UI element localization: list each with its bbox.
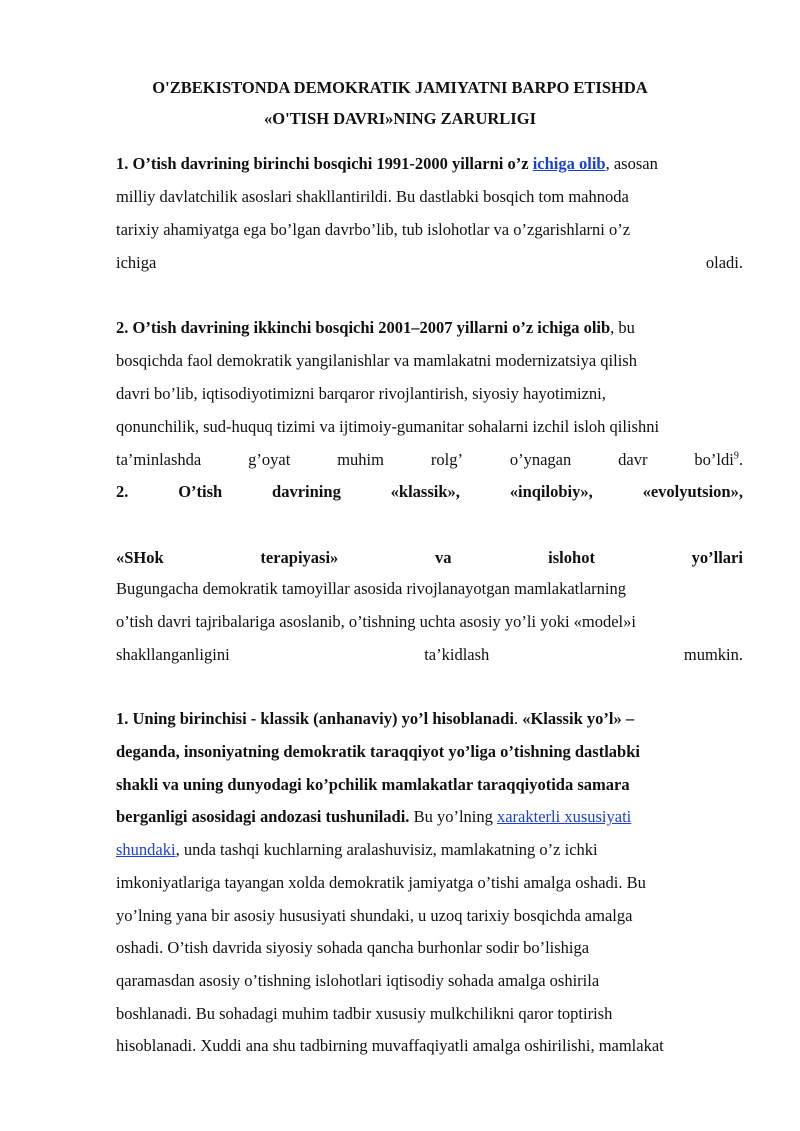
section-4-line-2: deganda, insoniyatning demokratik taraqqiyot yo’liga o’tishning dastlabki <box>116 742 640 761</box>
section-2-line-1: 2. O’tish davrining ikkinchi bosqichi 2001–2007 yillarni o’z ichiga olib, bu <box>116 318 635 337</box>
section-4-line-3: shakli va uning dunyodagi ko’pchilik mamlakatlar taraqqiyotida samara <box>116 775 630 794</box>
section-1-line-4: ichiga oladi. <box>116 253 743 272</box>
section-2-line-4: qonunchilik, sud-huquq tizimi va ijtimoiy-gumanitar sohalarni izchil isloh qilishni <box>116 417 660 436</box>
heading-2-line-1: 2. O’tish davrining «klassik», «inqilobiy», «evolyutsion», <box>116 482 743 501</box>
ichiga-olib-link[interactable]: ichiga olib <box>532 154 606 173</box>
heading-2-line-2: «SHok terapiyasi» va islohot yo’llari <box>116 548 743 567</box>
section-4-line-9: qaramasdan asosiy o’tishning islohotlari iqtisodiy sohada amalga oshirila <box>116 971 600 990</box>
section-1-line-1: 1. O’tish davrining birinchi bosqichi 1991-2000 yillarni o’z ichiga olib, asosan <box>116 154 658 173</box>
document-title-line-2: «O'TISH DAVRI»NING ZARURLIGI <box>263 109 536 128</box>
section-4-line-1: 1. Uning birinchisi - klassik (anhanaviy) yo’l hisoblanadi. «Klassik yo’l» – <box>116 709 635 728</box>
section-4-line-10: boshlanadi. Bu sohadagi muhim tadbir xususiy mulkchilikni qaror toptirish <box>116 1004 613 1023</box>
document-title-line-1: O'ZBEKISTONDA DEMOKRATIK JAMIYATNI BARPO ETISHDA <box>152 78 648 97</box>
section-3-line-3: shakllanganligini ta’kidlash mumkin. <box>116 645 743 664</box>
section-2-heading: 2. O’tish davrining ikkinchi bosqichi 2001–2007 yillarni o’z ichiga olib <box>116 318 611 337</box>
section-2-line-5: ta’minlashda g’oyat muhim rolg’ o’ynagan davr bo’ldi$^9$. <box>116 450 743 469</box>
xarakterli-xususiyati-link[interactable]: xarakterli xususiyati <box>496 807 632 826</box>
section-1-heading: 1. O’tish davrining birinchi bosqichi 1991-2000 yillarni o’z <box>116 154 529 173</box>
section-4-heading: 1. Uning birinchisi - klassik (anhanaviy) yo’l hisoblanadi <box>116 709 514 728</box>
shundaki-link[interactable]: shundaki <box>116 840 176 859</box>
section-2-line-3: davri bo’lib, iqtisodiyotimizni barqaror rivojlantirish, siyosiy hayotimizni, <box>116 384 606 403</box>
section-4-line-5: shundaki, unda tashqi kuchlarning aralashuvisiz, mamlakatning o’z ichki <box>116 840 598 859</box>
section-4-line-6: imkoniyatlariga tayangan xolda demokratik jamiyatga o’tishi amalga oshadi. Bu <box>116 873 646 892</box>
footnote-ref[interactable]: 9 <box>733 450 739 462</box>
section-4-line-7: yo’lning yana bir asosiy hususiyati shundaki, u uzoq tarixiy bosqichda amalga <box>116 906 633 925</box>
section-4-line-8: oshadi. O’tish davrida siyosiy sohada qancha burhonlar sodir bo’lishiga <box>116 938 590 957</box>
section-1-line-2: milliy davlatchilik asoslari shakllantirildi. Bu dastlabki bosqich tom mahnoda <box>116 187 629 206</box>
section-2-line-2: bosqichda faol demokratik yangilanishlar va mamlakatni modernizatsiya qilish <box>116 351 637 370</box>
section-4-line-4: berganligi asosidagi andozasi tushuniladi. Bu yo’lning xarakterli xususiyati <box>116 807 632 826</box>
section-4-line-11: hisoblanadi. Xuddi ana shu tadbirning muvaffaqiyatli amalga oshirilishi, mamlakat <box>116 1036 664 1055</box>
section-3-line-1: Bugungacha demokratik tamoyillar asosida rivojlanayotgan mamlakatlarning <box>116 579 626 598</box>
section-1-line-3: tarixiy ahamiyatga ega bo’lgan davrbo’lib, tub islohotlar va o’zgarishlarni o’z <box>116 220 631 239</box>
section-3-line-2: o’tish davri tajribalariga asoslanib, o’tishning uchta asosiy yo’li yoki «model»i <box>116 612 636 631</box>
